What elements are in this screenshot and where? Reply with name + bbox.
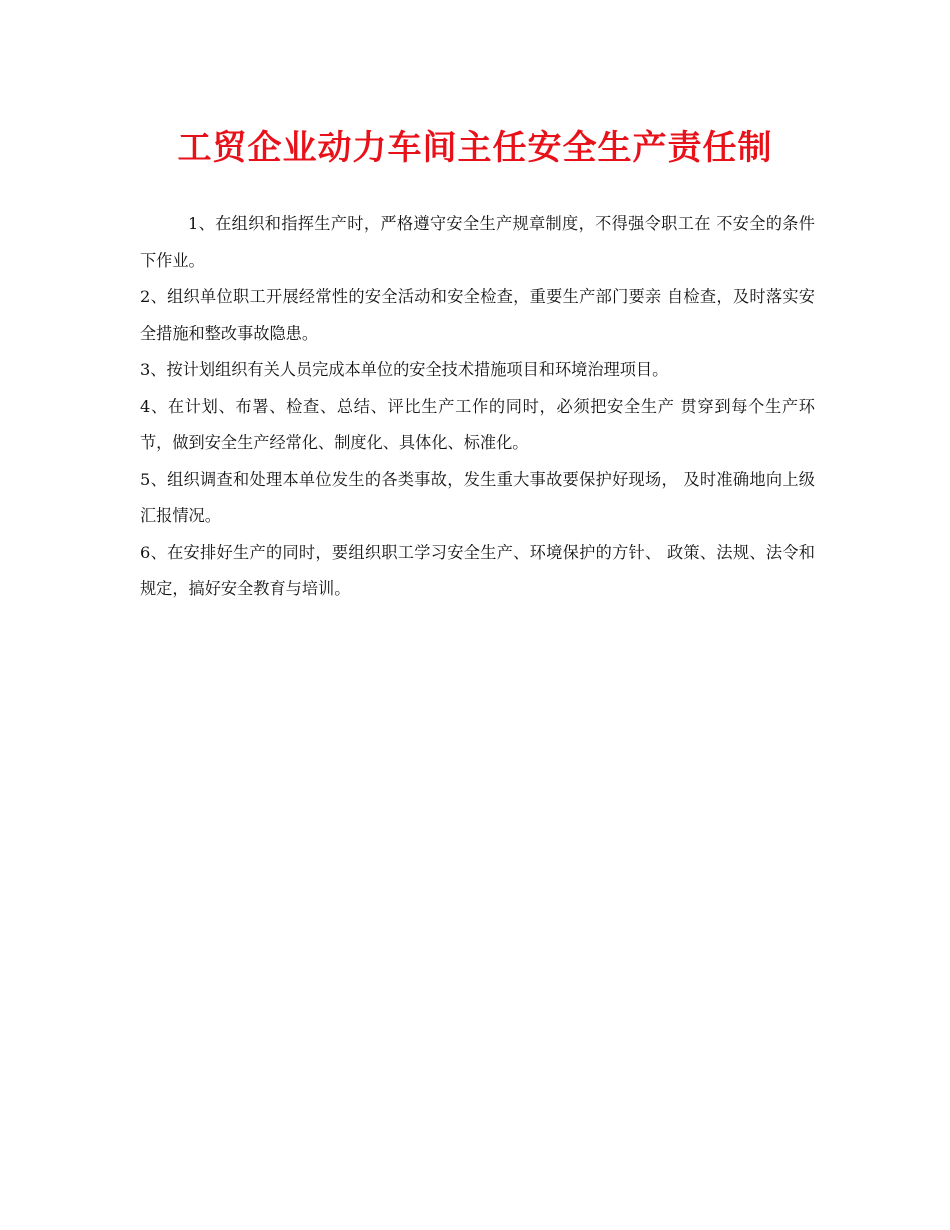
responsibility-item-5: 5、组织调查和处理本单位发生的各类事故，发生重大事故要保护好现场， 及时准确地向上级汇报情况。 — [140, 469, 815, 525]
document-title: 工贸企业动力车间主任安全生产责任制 — [177, 128, 773, 168]
responsibility-item-4: 4、在计划、布署、检查、总结、评比生产工作的同时，必须把安全生产 贯穿到每个生产环节，做到安全生产经常化、制度化、具体化、标准化。 — [140, 396, 815, 452]
responsibility-item-1: 1、在组织和指挥生产时，严格遵守安全生产规章制度，不得强令职工在 不安全的条件下作业。 — [140, 214, 815, 270]
document-body — [140, 206, 815, 608]
responsibility-item-2: 2、组织单位职工开展经常性的安全活动和安全检查，重要生产部门要亲 自检查，及时落实安全措施和整改事故隐患。 — [140, 287, 815, 343]
responsibility-item-6: 6、在安排好生产的同时，要组织职工学习安全生产、环境保护的方针、 政策、法规、法令和规定，搞好安全教育与培训。 — [140, 542, 815, 598]
responsibility-item-3: 3、按计划组织有关人员完成本单位的安全技术措施项目和环境治理项目。 — [140, 360, 669, 379]
